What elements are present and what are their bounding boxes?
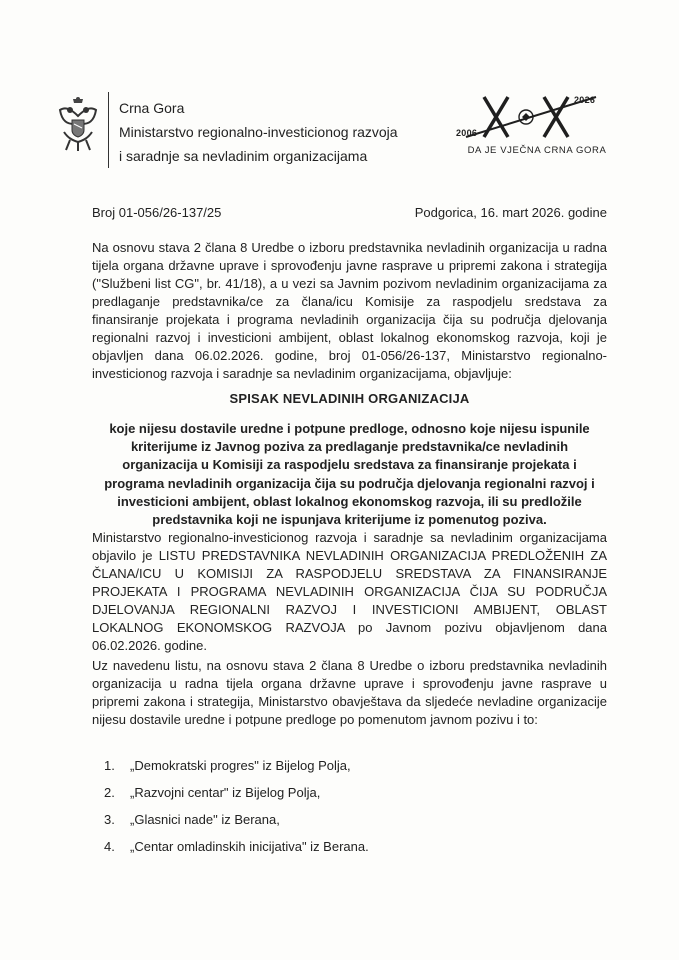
- paragraph-notice: Uz navedenu listu, na osnovu stava 2 člana 8 Uredbe o izboru predstavnika nevladinih organizacija u radna tijela organa državne uprave i sprovođenju javne rasprave u pripremi zakona i strategija, Ministarstvo obavještava da sljedeće nevladine organizacije nijesu dostavile uredne i potpune predloge po pomenutom javnom pozivu i to:: [92, 658, 607, 727]
- logo-year-right: 2026: [574, 95, 596, 105]
- list-item-name: „Centar omladinskih inicijativa" iz Berana.: [130, 839, 369, 854]
- list-item-number: 4.: [104, 839, 115, 854]
- list-item-number: 3.: [104, 812, 115, 827]
- organization-list: [104, 757, 369, 865]
- list-item: [104, 784, 369, 811]
- coat-of-arms-emblem: [56, 96, 100, 152]
- list-item-number: 2.: [104, 785, 115, 800]
- list-item: [104, 838, 369, 865]
- intro-paragraph: Na osnovu stava 2 člana 8 Uredbe o izboru predstavnika nevladinih organizacija u radna tijela organa državne uprave i sprovođenju javne rasprave u pripremi zakona i strategija ("Službeni list CG", br. 41/18), a u vezi sa Javnim pozivom nevladinim organizacijama za predlaganje predstavnika/ce za člana/icu Komisije za raspodjelu sredstava za finansiranje projekata i programa nevladinih organizacija čija su područja djelovanja regionalni razvoj i investicioni ambijent, oblast lokalnog ekonomskog razvoja, koji je objavljen dana 06.02.2026. godine, broj 01-056/26-137, Ministarstvo regionalno-investicionog razvoja i saradnje sa nevladinim organizacijama, objavljuje:: [92, 240, 607, 381]
- list-item-name: „Glasnici nade" iz Berana,: [130, 812, 280, 827]
- ministry-header: [119, 96, 398, 168]
- ministry-line-3: i saradnje sa nevladinim organizacijama: [119, 148, 368, 164]
- list-item: [104, 757, 369, 784]
- list-item-name: „Razvojni centar" iz Bijelog Polja,: [130, 785, 321, 800]
- ministry-line-1: Crna Gora: [119, 100, 185, 116]
- document-subtitle: koje nijesu dostavile uredne i potpune predloge, odnosno koje nijesu ispunile kriterijume iz Javnog poziva za predlaganje predstavnika/ce nevladinih organizacija u Komisiji za raspodjelu sredstava za finansiranje projekata i programa nevladinih organizacija čija su područja djelovanja regionalni razvoj i investicioni ambijent, oblast lokalnog ekonomskog razvoja, ili su predložile predstavnika koji ne ispunjava kriterijume iz pomenutog poziva.: [104, 421, 595, 528]
- paragraph-listing-publication: Ministarstvo regionalno-investicionog razvoja i saradnje sa nevladinim organizacijama objavilo je LISTU PREDSTAVNIKA NEVLADINIH ORGANIZACIJA PREDLOŽENIH ZA ČLANA/ICU U KOMISIJI ZA RASPODJELU SREDSTAVA ZA FINANSIRANJE PROJEKATA I PROGRAMA NEVLADINIH ORGANIZACIJA ČIJA SU PODRUČJA DJELOVANJA REGIONALNI RAZVOJ I INVESTICIONI AMBIJENT, OBLAST LOKALNOG EKONOMSKOG RAZVOJA po Javnom pozivu objavljenom dana 06.02.2026. godine.: [92, 530, 607, 653]
- list-item-name: „Demokratski progres" iz Bijelog Polja,: [130, 758, 351, 773]
- list-item: [104, 811, 369, 838]
- logo-caption: DA JE VJEČNA CRNA GORA: [467, 145, 607, 156]
- logo-year-left: 2006: [456, 128, 478, 138]
- document-date: Podgorica, 16. mart 2026. godine: [414, 205, 607, 220]
- list-item-number: 1.: [104, 758, 115, 773]
- reference-number: Broj 01-056/26-137/25: [92, 205, 222, 220]
- header-divider: [108, 92, 109, 168]
- ministry-line-2: Ministarstvo regionalno-investicionog razvoja: [119, 124, 398, 140]
- document-title: SPISAK NEVLADINIH ORGANIZACIJA: [229, 391, 470, 406]
